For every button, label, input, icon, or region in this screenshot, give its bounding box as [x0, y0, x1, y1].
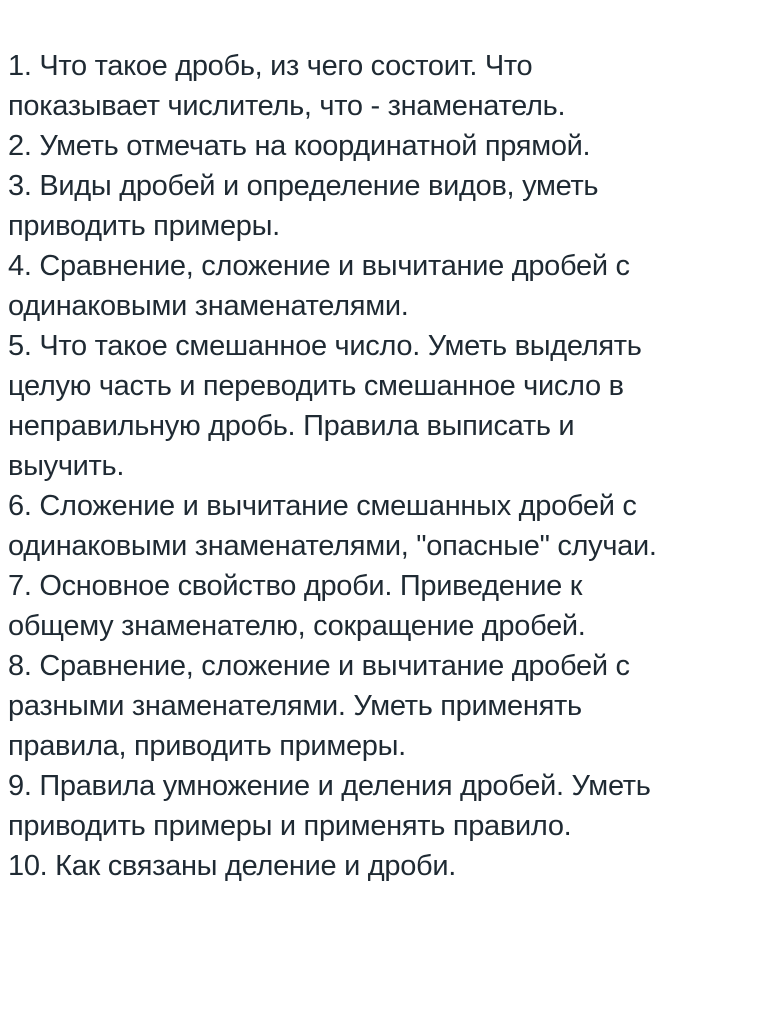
item-8-line-2: разными знаменателями. Уметь применять — [8, 690, 582, 722]
item-7-line-1: 7. Основное свойство дроби. Приведение к — [8, 570, 583, 602]
item-5-line-2: целую часть и переводить смешанное число в — [8, 370, 624, 402]
item-6-line-2: одинаковыми знаменателями, "опасные" случаи. — [8, 530, 657, 562]
item-10-line-1: 10. Как связаны деление и дроби. — [8, 850, 456, 882]
item-9-line-2: приводить примеры и применять правило. — [8, 810, 572, 842]
topic-list — [8, 46, 760, 886]
item-5-line-3: неправильную дробь. Правила выписать и — [8, 410, 575, 442]
item-9-line-1: 9. Правила умножение и деления дробей. Уметь — [8, 770, 651, 802]
item-1-line-2: показывает числитель, что - знаменатель. — [8, 90, 566, 122]
item-1-line-1: 1. Что такое дробь, из чего состоит. Что — [8, 50, 533, 82]
item-5-line-1: 5. Что такое смешанное число. Уметь выделять — [8, 330, 642, 362]
item-2-line-1: 2. Уметь отмечать на координатной прямой. — [8, 130, 591, 162]
item-4-line-2: одинаковыми знаменателями. — [8, 290, 409, 322]
item-4-line-1: 4. Сравнение, сложение и вычитание дробей с — [8, 250, 630, 282]
item-7-line-2: общему знаменателю, сокращение дробей. — [8, 610, 586, 642]
item-6-line-1: 6. Сложение и вычитание смешанных дробей с — [8, 490, 637, 522]
item-5-line-4: выучить. — [8, 450, 125, 482]
item-3-line-2: приводить примеры. — [8, 210, 280, 242]
item-3-line-1: 3. Виды дробей и определение видов, уметь — [8, 170, 599, 202]
item-8-line-1: 8. Сравнение, сложение и вычитание дробей с — [8, 650, 630, 682]
item-8-line-3: правила, приводить примеры. — [8, 730, 406, 762]
